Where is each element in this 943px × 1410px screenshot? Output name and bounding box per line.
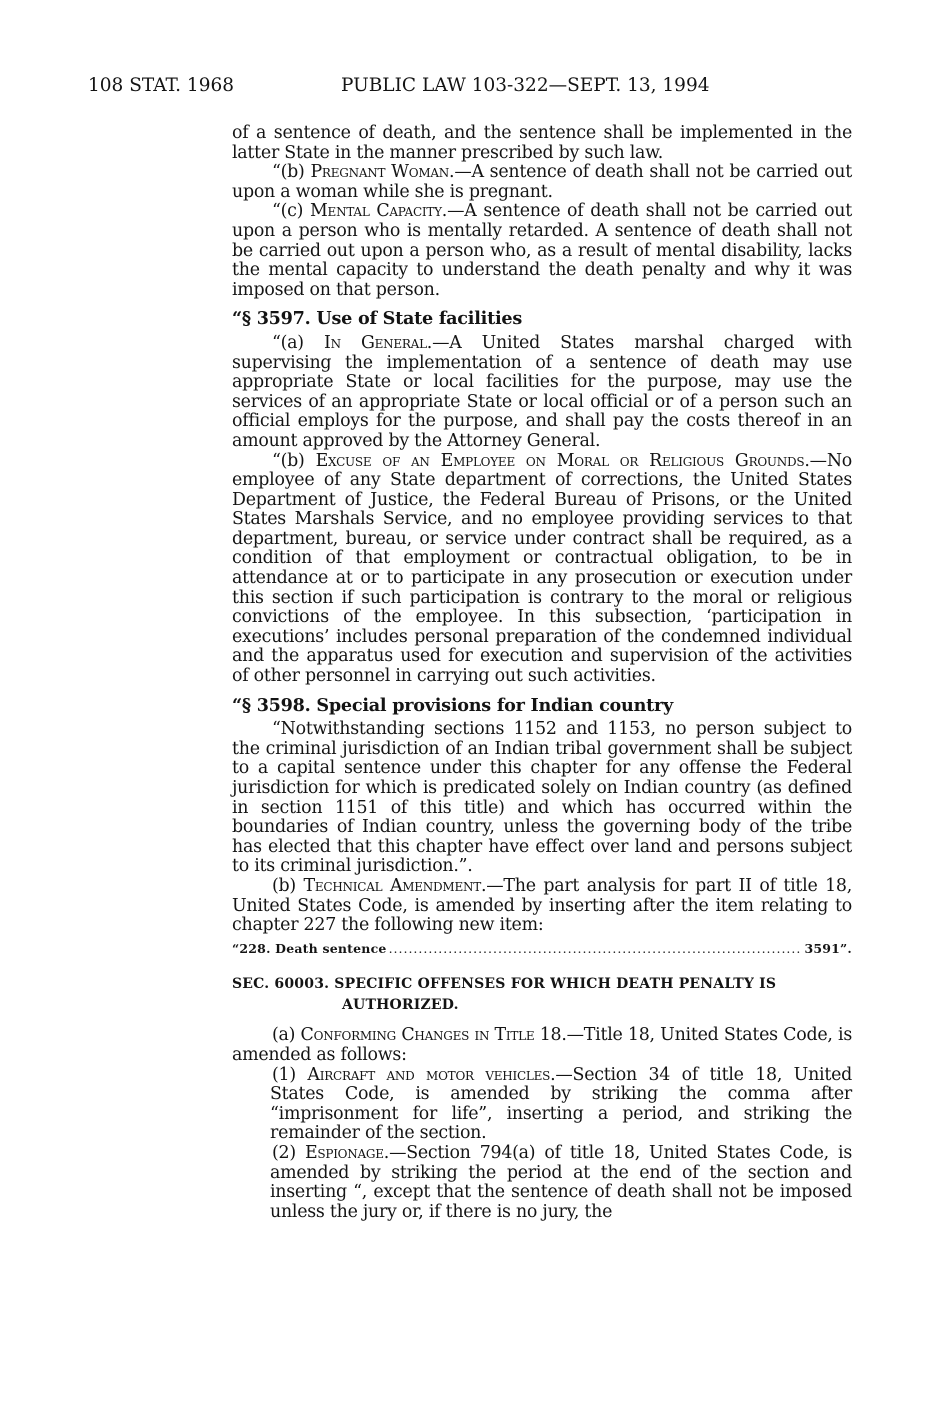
subsection-caption: Technical Amendment [303, 875, 481, 896]
item-label: “228. Death sentence [232, 940, 387, 956]
subsection-mental-capacity [232, 202, 852, 300]
subsection-in-general [232, 334, 852, 452]
subsection-caption: In General [323, 332, 427, 353]
section-3598-text: “Notwithstanding sections 1152 and 1153, no person subject to the criminal jurisdiction of an Indian tribal government shall be subject to a capital sentence under this chapter for any offense the Federal jurisdiction for which is predicated solely on Indian country (as defined in section 1151 of this title) and which has occurred within the boundaries of Indian country, unless the governing body of the tribe has elected that this chapter have effect over land and persons subject to its criminal jurisdiction.”. [232, 719, 852, 877]
subsection-pregnant-woman [232, 163, 852, 202]
subsection-lead: “(a) [272, 332, 324, 353]
paragraph-aircraft [232, 1066, 852, 1144]
paragraph-caption: Aircraft and motor vehicles [307, 1064, 551, 1085]
subsection-excuse-of-employee [232, 452, 852, 687]
section-heading-60003 [232, 974, 852, 1016]
paragraph-caption: Espionage [304, 1142, 384, 1163]
paragraph-text: .—Section 34 of title 18, United States Code, is amended by striking the comma after “imprisonment for life”, inserting a period, and striking the remainder of the section. [270, 1064, 852, 1144]
subsection-text: .—The part analysis for part II of title 18, United States Code, is amended by inserting after the item relating to chapter 227 the following new item: [232, 875, 852, 936]
dot-leader [389, 939, 803, 959]
subsection-caption: Excuse of an Employee on Moral or Religious Grounds [315, 450, 805, 471]
law-title: PUBLIC LAW 103-322—SEPT. 13, 1994 [341, 75, 710, 96]
subsection-conforming-changes [232, 1026, 852, 1065]
subsection-lead: “(c) [272, 201, 310, 222]
paragraph-espionage [232, 1144, 852, 1222]
technical-amendment [232, 877, 852, 936]
subsection-caption: Pregnant Woman [310, 162, 450, 183]
paragraph-lead: (1) [272, 1064, 308, 1085]
section-heading-3597: “§ 3597. Use of State facilities [232, 308, 522, 330]
subsection-text: .—A sentence of death shall not be carried out upon a person who is mentally retarded. A sentence of death shall not be carried out upon a person who, as a result of mental disability, lacks the mental capacity to understand the death penalty and why it was imposed on that person. [232, 201, 852, 300]
subsection-text: .—A sentence of death shall not be carried out upon a woman while she is pregnant. [232, 162, 852, 202]
subsection-lead: (b) [272, 875, 304, 896]
subsection-caption: Conforming Changes in Title 18 [300, 1025, 562, 1046]
paragraph-text: .—Section 794(a) of title 18, United States Code, is amended by striking the period at the end of the section and inserting “, except that the sentence of death shall not be imposed unless the jury or, if there is no jury, the [270, 1142, 852, 1222]
table-of-contents-item [232, 939, 852, 959]
subsection-text: .—A United States marshal charged with supervising the implementation of a sentence of death may use appropriate State or local facilities for the purpose, may use the services of an appropriate State or local official or of a person such an official employs for the purpose, and shall pay the costs thereof in an amount approved by the Attorney General. [232, 332, 853, 451]
page-citation: 108 STAT. 1968 [88, 75, 235, 96]
paragraph-continuation: of a sentence of death, and the sentence shall be implemented in the latter State in the manner prescribed by such law. [232, 123, 852, 163]
section-heading-3598: “§ 3598. Special provisions for Indian country [232, 694, 673, 716]
item-page: 3591”. [804, 940, 852, 956]
subsection-lead: “(b) [272, 162, 311, 183]
subsection-lead: “(b) [272, 450, 316, 471]
body-text [232, 124, 852, 1222]
section-heading-line2: AUTHORIZED. [342, 997, 459, 1014]
paragraph-lead: (2) [272, 1142, 305, 1163]
subsection-text: .—No employee of any State department of corrections, the United States Department of Justice, the Federal Bureau of Prisons, or the United States Marshals Service, and no employee providing services to that department, bureau, or service under contract shall be required, as a condition of that employment or contractual obligation, to be in attendance at or to participate in any prosecution or execution under this section if such participation is contrary to the moral or religious convictions of the employee. In this subsection, ‘participation in executions’ includes personal preparation of the condemned individual and the apparatus used for execution and supervision of the activities of other personnel in carrying out such activities. [232, 450, 853, 687]
subsection-lead: (a) [272, 1025, 301, 1046]
section-heading-line1: SEC. 60003. SPECIFIC OFFENSES FOR WHICH DEATH PENALTY IS [232, 976, 777, 993]
subsection-text: .—Title 18, United States Code, is amended as follows: [232, 1025, 852, 1065]
subsection-caption: Mental Capacity [310, 201, 442, 222]
